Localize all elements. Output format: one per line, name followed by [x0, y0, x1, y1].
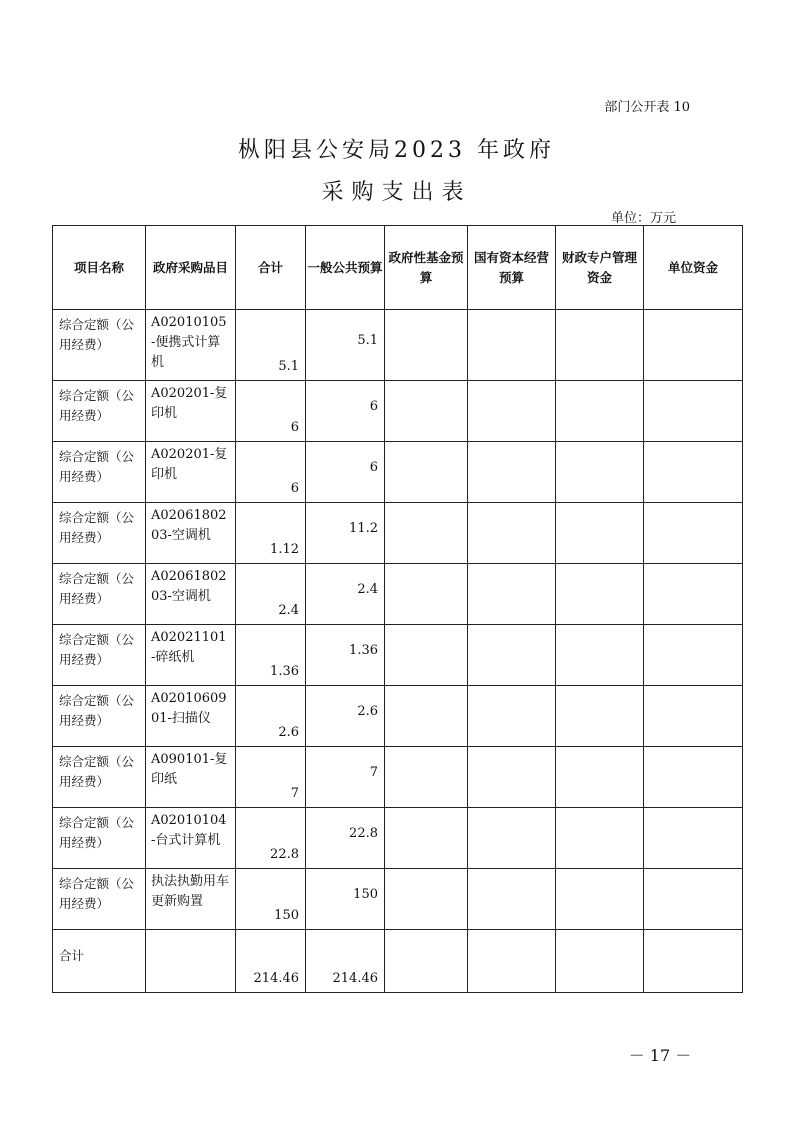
total-cell: 6	[236, 442, 306, 503]
total-cell: 7	[236, 747, 306, 808]
empty-cell	[644, 686, 743, 747]
table-row	[53, 869, 743, 930]
project-name-cell: 综合定额（公用经费）	[53, 625, 146, 686]
summary-general-budget-cell: 214.46	[306, 930, 385, 993]
empty-cell	[468, 869, 556, 930]
unit-label: 单位：万元	[610, 211, 676, 226]
empty-cell	[385, 503, 468, 564]
summary-row	[53, 930, 743, 993]
summary-label-cell: 合计	[53, 930, 146, 993]
general-budget-cell: 2.6	[306, 686, 385, 747]
summary-total-cell: 214.46	[236, 930, 306, 993]
total-cell: 5.1	[236, 310, 306, 381]
empty-cell	[468, 503, 556, 564]
table-row	[53, 442, 743, 503]
empty-cell	[644, 310, 743, 381]
total-cell: 150	[236, 869, 306, 930]
total-cell: 1.36	[236, 625, 306, 686]
empty-cell	[468, 625, 556, 686]
empty-cell	[556, 310, 644, 381]
total-cell: 6	[236, 381, 306, 442]
empty-cell	[644, 747, 743, 808]
empty-cell	[385, 869, 468, 930]
empty-cell	[385, 381, 468, 442]
document-title-line-2: 采购支出表	[321, 180, 472, 205]
document-title-line-1: 枞阳县公安局2023 年政府	[238, 138, 555, 163]
header-procurement-item: 政府采购品目	[146, 226, 236, 310]
empty-cell	[644, 930, 743, 993]
empty-cell	[556, 808, 644, 869]
empty-cell	[644, 625, 743, 686]
empty-cell	[468, 442, 556, 503]
total-cell: 2.4	[236, 564, 306, 625]
project-name-cell: 综合定额（公用经费）	[53, 808, 146, 869]
procurement-item-cell: A020201-复印机	[146, 381, 236, 442]
empty-cell	[385, 310, 468, 381]
procurement-expenditure-table	[52, 225, 743, 993]
header-row	[53, 226, 743, 310]
project-name-cell: 综合定额（公用经费）	[53, 503, 146, 564]
empty-cell	[556, 442, 644, 503]
header-total: 合计	[236, 226, 306, 310]
empty-cell	[644, 503, 743, 564]
empty-cell	[556, 747, 644, 808]
header-state-capital-budget: 国有资本经营预算	[468, 226, 556, 310]
empty-cell	[556, 564, 644, 625]
general-budget-cell: 2.4	[306, 564, 385, 625]
empty-cell	[644, 381, 743, 442]
project-name-cell: 综合定额（公用经费）	[53, 747, 146, 808]
empty-cell	[644, 869, 743, 930]
empty-cell	[644, 808, 743, 869]
general-budget-cell: 150	[306, 869, 385, 930]
procurement-item-cell: A020201-复印机	[146, 442, 236, 503]
empty-cell	[556, 381, 644, 442]
general-budget-cell: 6	[306, 381, 385, 442]
empty-cell	[385, 686, 468, 747]
project-name-cell: 综合定额（公用经费）	[53, 686, 146, 747]
procurement-item-cell: A0206180203-空调机	[146, 503, 236, 564]
procurement-item-cell: A02021101-碎纸机	[146, 625, 236, 686]
empty-cell	[385, 808, 468, 869]
procurement-item-cell: A0201060901-扫描仪	[146, 686, 236, 747]
header-project-name: 项目名称	[53, 226, 146, 310]
empty-cell	[146, 930, 236, 993]
header-unit-funds: 单位资金	[644, 226, 743, 310]
general-budget-cell: 1.36	[306, 625, 385, 686]
empty-cell	[468, 686, 556, 747]
empty-cell	[385, 564, 468, 625]
project-name-cell: 综合定额（公用经费）	[53, 381, 146, 442]
empty-cell	[468, 381, 556, 442]
empty-cell	[468, 564, 556, 625]
total-cell: 2.6	[236, 686, 306, 747]
empty-cell	[556, 686, 644, 747]
empty-cell	[385, 625, 468, 686]
project-name-cell: 综合定额（公用经费）	[53, 564, 146, 625]
procurement-item-cell: A0206180203-空调机	[146, 564, 236, 625]
empty-cell	[556, 503, 644, 564]
table-row	[53, 503, 743, 564]
header-general-budget: 一般公共预算	[306, 226, 385, 310]
general-budget-cell: 7	[306, 747, 385, 808]
empty-cell	[468, 310, 556, 381]
table-row	[53, 564, 743, 625]
general-budget-cell: 22.8	[306, 808, 385, 869]
general-budget-cell: 11.2	[306, 503, 385, 564]
table-row	[53, 808, 743, 869]
empty-cell	[644, 564, 743, 625]
total-cell: 1.12	[236, 503, 306, 564]
header-fiscal-special-account: 财政专户管理资金	[556, 226, 644, 310]
procurement-item-cell: A02010105-便携式计算机	[146, 310, 236, 381]
header-government-fund-budget: 政府性基金预算	[385, 226, 468, 310]
general-budget-cell: 5.1	[306, 310, 385, 381]
procurement-item-cell: A02010104-台式计算机	[146, 808, 236, 869]
empty-cell	[556, 930, 644, 993]
total-cell: 22.8	[236, 808, 306, 869]
empty-cell	[385, 747, 468, 808]
procurement-item-cell: 执法执勤用车更新购置	[146, 869, 236, 930]
empty-cell	[468, 747, 556, 808]
table-row	[53, 686, 743, 747]
page-number: － 17 －	[628, 1046, 692, 1065]
empty-cell	[385, 930, 468, 993]
project-name-cell: 综合定额（公用经费）	[53, 310, 146, 381]
table-row	[53, 381, 743, 442]
empty-cell	[468, 930, 556, 993]
empty-cell	[556, 625, 644, 686]
table-row	[53, 625, 743, 686]
empty-cell	[644, 442, 743, 503]
empty-cell	[385, 442, 468, 503]
procurement-item-cell: A090101-复印纸	[146, 747, 236, 808]
project-name-cell: 综合定额（公用经费）	[53, 442, 146, 503]
project-name-cell: 综合定额（公用经费）	[53, 869, 146, 930]
table-row	[53, 310, 743, 381]
empty-cell	[468, 808, 556, 869]
empty-cell	[556, 869, 644, 930]
table-number-tag: 部门公开表 10	[604, 100, 690, 115]
table-row	[53, 747, 743, 808]
general-budget-cell: 6	[306, 442, 385, 503]
